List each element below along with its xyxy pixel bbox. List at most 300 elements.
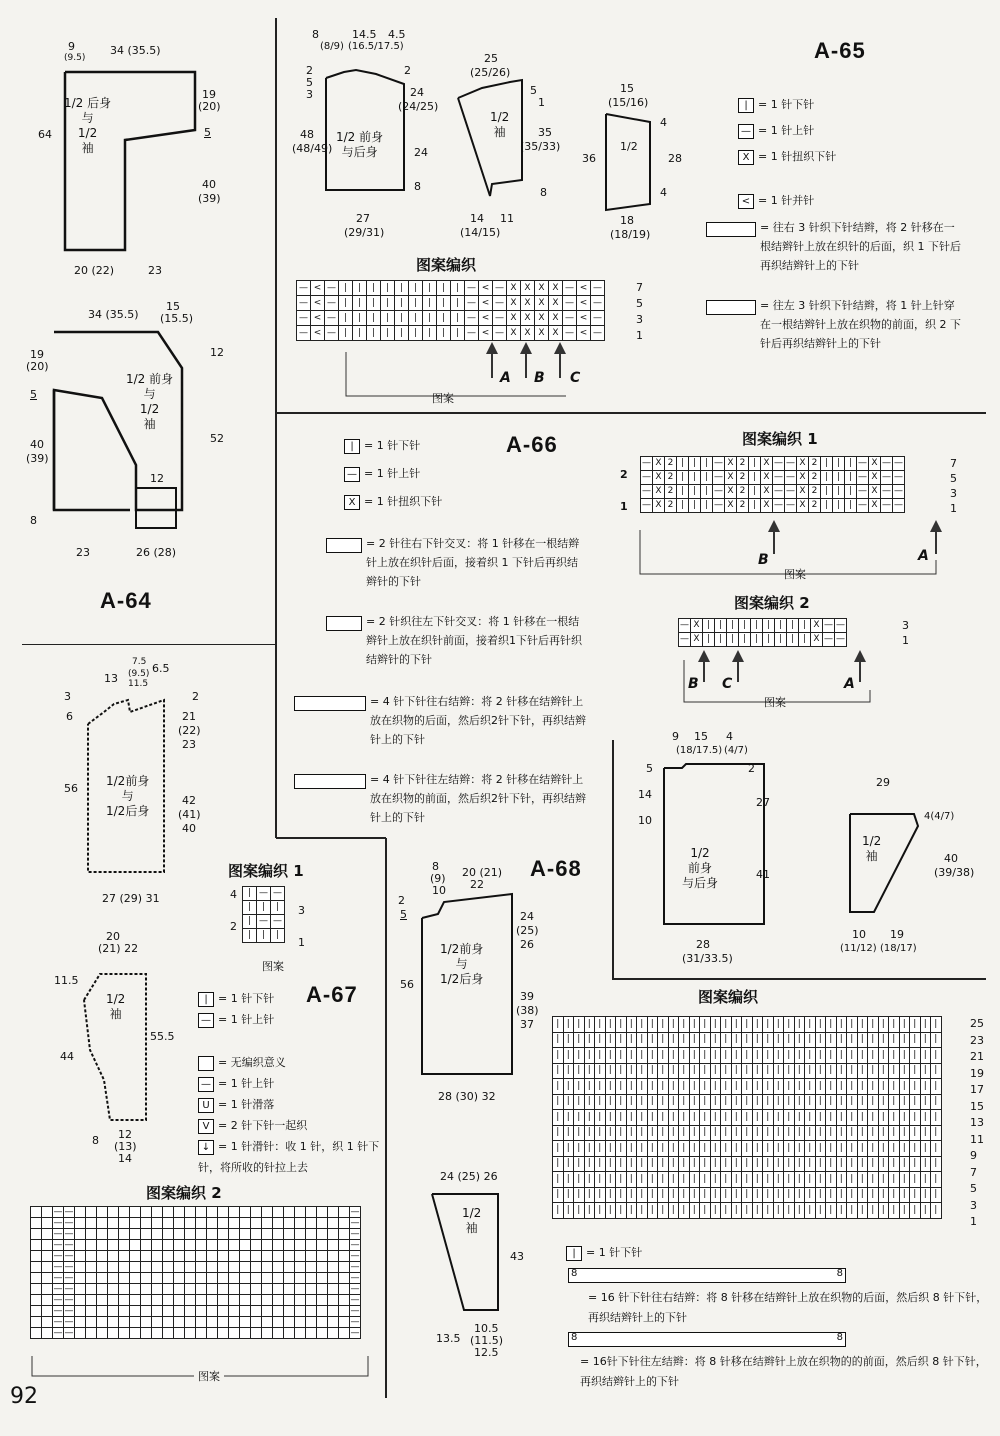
chart-cell: | bbox=[679, 1125, 690, 1141]
a67-dim: 6.5 bbox=[152, 662, 170, 675]
chart-cell bbox=[130, 1218, 141, 1229]
chart-cell bbox=[284, 1229, 295, 1240]
chart-row bbox=[679, 633, 847, 647]
chart-cell bbox=[75, 1240, 86, 1251]
chart-cell: | bbox=[742, 1172, 753, 1188]
chart-cell: — bbox=[893, 485, 905, 499]
chart-cell: | bbox=[878, 1110, 889, 1126]
a64-dim: 12 bbox=[150, 472, 164, 485]
chart-cell: — bbox=[350, 1305, 360, 1316]
chart-cell bbox=[185, 1240, 196, 1251]
chart-cell: | bbox=[339, 296, 353, 311]
a65-body-label: 1/2 前身 与后身 bbox=[336, 130, 384, 159]
chart-cell: | bbox=[868, 1187, 879, 1203]
chart-cell bbox=[174, 1273, 185, 1284]
chart-cell: | bbox=[437, 296, 451, 311]
chart-cell: | bbox=[658, 1063, 669, 1079]
chart-cell bbox=[317, 1240, 328, 1251]
a66-p1-side: 1 bbox=[620, 500, 628, 513]
a64-dim: 5 bbox=[30, 388, 37, 401]
chart-cell: | bbox=[763, 1125, 774, 1141]
chart-cell: | bbox=[752, 1141, 763, 1157]
chart-cell: — bbox=[297, 311, 311, 326]
chart-cell: | bbox=[752, 1110, 763, 1126]
a66-dim: 2 bbox=[748, 762, 755, 775]
a67-dim: 7.5 bbox=[132, 657, 147, 667]
chart-cell bbox=[42, 1251, 53, 1262]
chart-cell: | bbox=[794, 1048, 805, 1064]
chart-cell bbox=[251, 1240, 262, 1251]
chart-cell bbox=[141, 1328, 152, 1339]
a65-sleeve-label: 1/2 袖 bbox=[490, 110, 510, 139]
chart-cell bbox=[273, 1295, 284, 1306]
chart-cell bbox=[119, 1229, 130, 1240]
chart-cell: | bbox=[563, 1125, 574, 1141]
a64-dim: 23 bbox=[76, 546, 90, 559]
chart-cell: — bbox=[493, 281, 507, 296]
a68-dim: 20 (21) bbox=[462, 866, 503, 879]
chart-cell: | bbox=[616, 1125, 627, 1141]
chart-cell bbox=[295, 1273, 306, 1284]
legend-item: = 无编织意义 bbox=[198, 1052, 380, 1073]
chart-cell: | bbox=[784, 1110, 795, 1126]
chart-cell: | bbox=[773, 1079, 784, 1095]
chart-cell bbox=[328, 1262, 339, 1273]
chart-cell: | bbox=[616, 1141, 627, 1157]
chart-cell: | bbox=[584, 1063, 595, 1079]
chart-cell: | bbox=[742, 1203, 753, 1219]
chart-cell bbox=[207, 1295, 218, 1306]
chart-cell: | bbox=[889, 1048, 900, 1064]
chart-cell: | bbox=[553, 1187, 564, 1203]
chart-cell: | bbox=[668, 1032, 679, 1048]
chart-cell: 2 bbox=[665, 471, 677, 485]
a66-dim: 5 bbox=[646, 762, 653, 775]
chart-cell: | bbox=[616, 1203, 627, 1219]
chart-cell bbox=[328, 1284, 339, 1295]
chart-cell: — bbox=[271, 887, 285, 901]
chart-cell: — bbox=[53, 1239, 63, 1250]
chart-row bbox=[297, 296, 605, 311]
chart-cell bbox=[240, 1262, 251, 1273]
chart-cell: | bbox=[773, 1032, 784, 1048]
a64-dim: 34 (35.5) bbox=[110, 44, 161, 57]
chart-cell: | bbox=[742, 1094, 753, 1110]
chart-cell: | bbox=[679, 1063, 690, 1079]
legend-item: | = 1 针下针 bbox=[738, 92, 836, 118]
chart-cell bbox=[196, 1229, 207, 1240]
chart-cell bbox=[130, 1328, 141, 1339]
chart-cell: | bbox=[701, 485, 713, 499]
chart-cell bbox=[306, 1240, 317, 1251]
chart-cell bbox=[152, 1240, 163, 1251]
chart-cell bbox=[75, 1273, 86, 1284]
chart-cell bbox=[31, 1251, 42, 1262]
chart-cell bbox=[141, 1240, 152, 1251]
chart-cell bbox=[295, 1240, 306, 1251]
chart-cell: | bbox=[821, 471, 833, 485]
chart-cell: 2 bbox=[809, 499, 821, 513]
chart-cell bbox=[174, 1251, 185, 1262]
chart-cell: < bbox=[577, 296, 591, 311]
chart-cell: | bbox=[563, 1203, 574, 1219]
a68-dim: (9) bbox=[430, 872, 446, 885]
a65-pattern-label: 图案 bbox=[432, 392, 454, 405]
a64-dim: 8 bbox=[30, 514, 37, 527]
chart-cell: — bbox=[350, 1261, 360, 1272]
a65-dim: (29/31) bbox=[344, 226, 385, 239]
chart-cell: | bbox=[700, 1094, 711, 1110]
chart-cell bbox=[119, 1262, 130, 1273]
chart-cell: | bbox=[395, 296, 409, 311]
chart-cell: | bbox=[910, 1125, 921, 1141]
a67-p1-row: 2 bbox=[230, 920, 237, 933]
chart-cell: | bbox=[616, 1110, 627, 1126]
chart-cell: | bbox=[763, 1110, 774, 1126]
chart-cell: | bbox=[700, 1110, 711, 1126]
chart-cell: | bbox=[637, 1110, 648, 1126]
chart-cell: | bbox=[920, 1172, 931, 1188]
chart-cell bbox=[251, 1262, 262, 1273]
chart-cell: X bbox=[797, 457, 809, 471]
chart-cell: | bbox=[715, 633, 727, 647]
a66-dim: 41 bbox=[756, 868, 770, 881]
chart-cell: | bbox=[749, 499, 761, 513]
chart-cell: | bbox=[742, 1187, 753, 1203]
chart-cell: | bbox=[437, 326, 451, 341]
chart-cell bbox=[207, 1328, 218, 1339]
chart-cell: | bbox=[751, 619, 763, 633]
chart-cell: | bbox=[773, 1187, 784, 1203]
chart-cell: | bbox=[553, 1110, 564, 1126]
chart-cell: | bbox=[367, 296, 381, 311]
chart-cell: — bbox=[823, 633, 835, 647]
chart-cell: — bbox=[297, 296, 311, 311]
chart-cell: | bbox=[563, 1063, 574, 1079]
chart-cell: | bbox=[821, 457, 833, 471]
chart-cell: — bbox=[679, 633, 691, 647]
chart-cell: | bbox=[710, 1187, 721, 1203]
chart-cell bbox=[240, 1218, 251, 1229]
chart-cell: | bbox=[763, 1079, 774, 1095]
chart-cell: | bbox=[243, 929, 257, 943]
chart-cell: | bbox=[752, 1079, 763, 1095]
chart-cell: | bbox=[805, 1032, 816, 1048]
chart-cell: | bbox=[794, 1079, 805, 1095]
chart-cell: < bbox=[577, 326, 591, 341]
a66-body-outline bbox=[650, 754, 770, 934]
chart-cell: | bbox=[899, 1110, 910, 1126]
chart-cell bbox=[163, 1262, 174, 1273]
chart-cell: | bbox=[700, 1063, 711, 1079]
chart-cell bbox=[240, 1273, 251, 1284]
a66-dim: 28 bbox=[696, 938, 710, 951]
chart-cell bbox=[185, 1317, 196, 1328]
chart-cell: | bbox=[353, 281, 367, 296]
chart-cell: < bbox=[311, 326, 325, 341]
a68-dim: 8 bbox=[432, 860, 439, 873]
chart-cell: | bbox=[751, 633, 763, 647]
chart-cell: X bbox=[725, 485, 737, 499]
chart-cell: X bbox=[507, 326, 521, 341]
chart-cell: | bbox=[647, 1079, 658, 1095]
divider-horizontal-a66 bbox=[276, 837, 386, 839]
chart-cell: | bbox=[868, 1063, 879, 1079]
legend-item: | = 1 针下针 bbox=[344, 432, 442, 460]
a65-dim: 48 bbox=[300, 128, 314, 141]
a66-p1-rows: 7 5 3 1 bbox=[950, 457, 957, 515]
chart-cell: X bbox=[761, 471, 773, 485]
a67-dim: 13 bbox=[104, 672, 118, 685]
chart-cell: — bbox=[881, 499, 893, 513]
chart-cell bbox=[185, 1273, 196, 1284]
chart-cell: | bbox=[794, 1156, 805, 1172]
chart-cell: — bbox=[257, 915, 271, 929]
chart-cell: — bbox=[857, 499, 869, 513]
chart-cell: | bbox=[857, 1156, 868, 1172]
chart-cell: | bbox=[710, 1172, 721, 1188]
chart-cell: | bbox=[700, 1079, 711, 1095]
chart-cell: — bbox=[297, 326, 311, 341]
chart-cell: | bbox=[794, 1063, 805, 1079]
a68-row-numbers: 25 23 21 19 17 15 13 11 9 7 5 3 1 bbox=[970, 1017, 984, 1228]
a64-dim: 12 bbox=[210, 346, 224, 359]
chart-cell: | bbox=[857, 1032, 868, 1048]
chart-cell: | bbox=[826, 1032, 837, 1048]
chart-cell bbox=[218, 1207, 229, 1218]
a67-body-label: 1/2前身 与 1/2后身 bbox=[106, 774, 150, 818]
chart-cell bbox=[86, 1273, 97, 1284]
chart-cell bbox=[31, 1218, 42, 1229]
chart-cell: | bbox=[710, 1203, 721, 1219]
chart-cell: — bbox=[350, 1228, 360, 1239]
chart-cell bbox=[86, 1218, 97, 1229]
a67-dim: 27 (29) 31 bbox=[102, 892, 160, 905]
chart-cell bbox=[86, 1229, 97, 1240]
chart-cell bbox=[196, 1262, 207, 1273]
a67-dim: (9.5) bbox=[128, 669, 150, 679]
chart-cell: | bbox=[784, 1187, 795, 1203]
chart-cell: | bbox=[710, 1017, 721, 1033]
a64-dim: (9.5) bbox=[64, 53, 86, 63]
chart-cell: | bbox=[689, 485, 701, 499]
chart-cell: — bbox=[835, 633, 847, 647]
chart-cell: | bbox=[563, 1032, 574, 1048]
chart-cell: | bbox=[878, 1125, 889, 1141]
chart-cell: | bbox=[773, 1156, 784, 1172]
chart-cell bbox=[86, 1240, 97, 1251]
chart-cell bbox=[273, 1306, 284, 1317]
chart-cell bbox=[328, 1317, 339, 1328]
chart-cell: | bbox=[889, 1079, 900, 1095]
chart-cell: | bbox=[836, 1203, 847, 1219]
a68-desc1: = 16 针下针往右结辫：将 8 针移在结辫针上放在织物的后面，然后织 8 针下针，再织结辫针上的下针 bbox=[588, 1291, 988, 1324]
chart-cell: | bbox=[563, 1017, 574, 1033]
chart-cell: | bbox=[616, 1017, 627, 1033]
chart-cell: — bbox=[823, 619, 835, 633]
chart-cell: | bbox=[595, 1048, 606, 1064]
chart-cell bbox=[251, 1284, 262, 1295]
chart-cell: | bbox=[899, 1172, 910, 1188]
chart-cell: — bbox=[350, 1250, 360, 1261]
chart-cell: | bbox=[423, 296, 437, 311]
chart-row bbox=[31, 1262, 361, 1273]
a68-dim: 37 bbox=[520, 1018, 534, 1031]
chart-cell: | bbox=[584, 1156, 595, 1172]
chart-cell: | bbox=[784, 1172, 795, 1188]
chart-cell: — bbox=[53, 1327, 63, 1338]
a65-arrow-a-label: A bbox=[500, 370, 511, 386]
chart-cell: | bbox=[658, 1172, 669, 1188]
chart-cell: | bbox=[826, 1156, 837, 1172]
chart-row bbox=[553, 1032, 942, 1048]
a64-dim: 26 (28) bbox=[136, 546, 177, 559]
chart-cell: | bbox=[931, 1094, 942, 1110]
chart-row bbox=[297, 326, 605, 341]
chart-cell bbox=[284, 1218, 295, 1229]
chart-cell: | bbox=[857, 1048, 868, 1064]
chart-row bbox=[553, 1187, 942, 1203]
chart-cell: | bbox=[805, 1125, 816, 1141]
chart-cell bbox=[273, 1284, 284, 1295]
a65-desc-left-cross: = 往左 3 针织下针结辫，将 1 针上针穿在一根结辫针上放在织物的前面，织 2 下针后再织结辫针上的下针 bbox=[760, 299, 961, 350]
chart-cell: | bbox=[689, 1110, 700, 1126]
a64-back-label: 1/2 后身 与 1/2 袖 bbox=[64, 96, 112, 155]
chart-cell: | bbox=[668, 1017, 679, 1033]
chart-cell bbox=[229, 1218, 240, 1229]
chart-cell bbox=[273, 1251, 284, 1262]
chart-cell: | bbox=[836, 1079, 847, 1095]
chart-cell bbox=[251, 1218, 262, 1229]
chart-cell bbox=[262, 1240, 273, 1251]
a65-dim: (8/9) bbox=[320, 41, 344, 52]
chart-cell: | bbox=[805, 1156, 816, 1172]
chart-cell bbox=[108, 1295, 119, 1306]
chart-cell: | bbox=[878, 1187, 889, 1203]
chart-cell: — bbox=[64, 1239, 74, 1250]
chart-cell bbox=[75, 1306, 86, 1317]
chart-cell: | bbox=[626, 1141, 637, 1157]
chart-cell bbox=[97, 1218, 108, 1229]
right-cable-16-icon: 8 8 bbox=[568, 1268, 846, 1283]
chart-cell: | bbox=[701, 457, 713, 471]
chart-cell: | bbox=[826, 1141, 837, 1157]
a67-p1-row: 4 bbox=[230, 888, 237, 901]
chart-cell bbox=[130, 1284, 141, 1295]
chart-cell bbox=[196, 1251, 207, 1262]
chart-cell: — bbox=[64, 1272, 74, 1283]
chart-cell: | bbox=[731, 1187, 742, 1203]
chart-cell bbox=[317, 1229, 328, 1240]
a68-dim: (38) bbox=[516, 1004, 539, 1017]
chart-cell: | bbox=[647, 1141, 658, 1157]
chart-cell: | bbox=[721, 1079, 732, 1095]
chart-cell bbox=[163, 1229, 174, 1240]
chart-cell: | bbox=[584, 1094, 595, 1110]
chart-cell bbox=[262, 1251, 273, 1262]
chart-cell: | bbox=[731, 1172, 742, 1188]
chart-cell bbox=[284, 1317, 295, 1328]
a66-desc4: = 4 针下针往左结辫：将 2 针移在结辫针上放在织物的前面，然后织2针下针，再织结辫针上的下针 bbox=[370, 773, 586, 824]
chart-cell: — bbox=[857, 471, 869, 485]
chart-cell bbox=[218, 1317, 229, 1328]
chart-cell: X bbox=[691, 619, 703, 633]
chart-row bbox=[31, 1295, 361, 1306]
chart-cell: X bbox=[653, 485, 665, 499]
chart-cell: | bbox=[889, 1032, 900, 1048]
chart-cell: X bbox=[521, 281, 535, 296]
chart-cell: — bbox=[53, 1228, 63, 1239]
chart-cell: | bbox=[920, 1141, 931, 1157]
chart-cell: — bbox=[773, 485, 785, 499]
chart-cell: — bbox=[64, 1283, 74, 1294]
chart-row bbox=[31, 1273, 361, 1284]
chart-cell: | bbox=[553, 1203, 564, 1219]
chart-cell: — bbox=[64, 1327, 74, 1338]
chart-cell bbox=[306, 1295, 317, 1306]
chart-cell: X bbox=[535, 281, 549, 296]
chart-cell: | bbox=[595, 1017, 606, 1033]
chart-cell: | bbox=[700, 1032, 711, 1048]
chart-cell bbox=[240, 1328, 251, 1339]
chart-cell bbox=[306, 1207, 317, 1218]
chart-cell: — bbox=[271, 915, 285, 929]
a65-pattern-chart bbox=[296, 280, 605, 341]
chart-cell: | bbox=[889, 1187, 900, 1203]
chart-cell: | bbox=[689, 1187, 700, 1203]
chart-cell: | bbox=[794, 1110, 805, 1126]
chart-row bbox=[553, 1017, 942, 1033]
chart-cell bbox=[97, 1284, 108, 1295]
chart-cell: | bbox=[847, 1094, 858, 1110]
a66-code: A-66 bbox=[506, 432, 558, 457]
chart-cell: | bbox=[553, 1172, 564, 1188]
chart-cell: | bbox=[763, 619, 775, 633]
chart-cell: | bbox=[595, 1110, 606, 1126]
chart-cell bbox=[339, 1306, 350, 1317]
chart-cell bbox=[207, 1218, 218, 1229]
chart-cell bbox=[42, 1328, 53, 1339]
chart-cell bbox=[86, 1306, 97, 1317]
chart-cell bbox=[130, 1240, 141, 1251]
a65-dim: 14 bbox=[470, 212, 484, 225]
chart-cell: — bbox=[64, 1261, 74, 1272]
chart-cell: | bbox=[605, 1172, 616, 1188]
a66-dim: 14 bbox=[638, 788, 652, 801]
chart-cell bbox=[185, 1229, 196, 1240]
chart-cell: — bbox=[493, 296, 507, 311]
chart-cell: | bbox=[689, 1017, 700, 1033]
chart-cell: | bbox=[574, 1172, 585, 1188]
chart-cell: | bbox=[658, 1141, 669, 1157]
chart-cell bbox=[97, 1328, 108, 1339]
chart-cell: | bbox=[658, 1017, 669, 1033]
a65-dim: 24 bbox=[410, 86, 424, 99]
chart-cell: | bbox=[836, 1172, 847, 1188]
chart-cell bbox=[317, 1306, 328, 1317]
chart-cell bbox=[108, 1284, 119, 1295]
chart-cell bbox=[196, 1284, 207, 1295]
chart-cell bbox=[152, 1207, 163, 1218]
a64-dim: 20 (22) bbox=[74, 264, 115, 277]
chart-cell: X bbox=[653, 499, 665, 513]
chart-cell: | bbox=[920, 1110, 931, 1126]
chart-cell: | bbox=[647, 1156, 658, 1172]
chart-cell: — bbox=[713, 457, 725, 471]
chart-cell: | bbox=[752, 1048, 763, 1064]
chart-cell bbox=[75, 1229, 86, 1240]
a68-dim: 2 bbox=[398, 894, 405, 907]
